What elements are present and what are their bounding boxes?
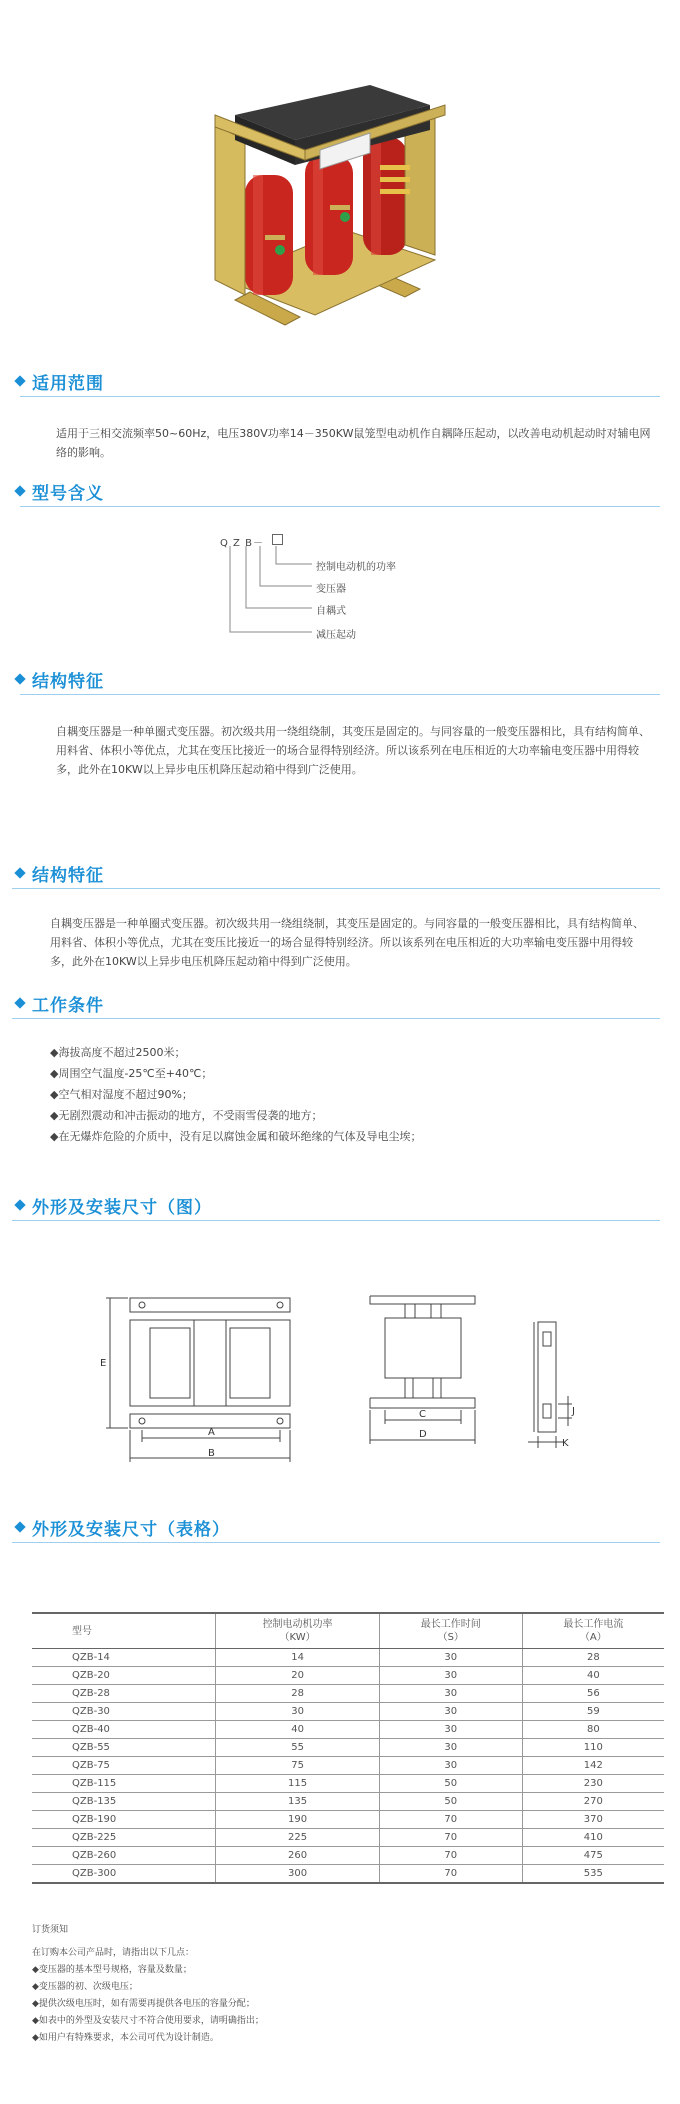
section-title-structure-2: 结构特征 [16, 862, 104, 884]
diamond-bullet-icon [14, 997, 25, 1008]
list-item: ◆在无爆炸危险的介质中，没有足以腐蚀金属和破坏绝缘的气体及导电尘埃； [50, 1130, 422, 1143]
table-cell: QZB-75 [32, 1757, 216, 1775]
table-cell: 28 [216, 1685, 380, 1703]
section-divider [12, 1220, 660, 1221]
table-row [32, 1829, 664, 1847]
table-cell: QZB-40 [32, 1721, 216, 1739]
list-item: ◆周围空气温度-25℃至+40℃； [50, 1067, 213, 1080]
dim-label-a: A [208, 1427, 215, 1438]
table-cell: QZB-28 [32, 1685, 216, 1703]
table-cell: 56 [522, 1685, 664, 1703]
diamond-bullet-icon [14, 1199, 25, 1210]
table-cell: QZB-135 [32, 1793, 216, 1811]
conditions-list [50, 1042, 650, 1147]
table-cell: 535 [522, 1865, 664, 1884]
table-cell: 142 [522, 1757, 664, 1775]
section-divider [12, 1018, 660, 1019]
model-code-box [272, 534, 283, 545]
table-cell: 30 [379, 1703, 522, 1721]
section-divider [20, 396, 660, 397]
table-cell: 70 [379, 1847, 522, 1865]
table-cell: 115 [216, 1775, 380, 1793]
model-item-auto: 自耦式 [316, 606, 346, 617]
table-cell: QZB-115 [32, 1775, 216, 1793]
table-cell: QZB-190 [32, 1811, 216, 1829]
side-view-drawing [365, 1290, 480, 1470]
table-row [32, 1703, 664, 1721]
table-cell: 300 [216, 1865, 380, 1884]
table-cell: 30 [379, 1739, 522, 1757]
order-notes [32, 1922, 264, 2047]
header-model: 型号 [32, 1613, 216, 1649]
table-cell: 370 [522, 1811, 664, 1829]
table-cell: 225 [216, 1829, 380, 1847]
table-cell: 40 [216, 1721, 380, 1739]
diamond-bullet-icon [14, 485, 25, 496]
table-cell: 20 [216, 1667, 380, 1685]
table-cell: 28 [522, 1649, 664, 1667]
diamond-bullet-icon [14, 375, 25, 386]
table-cell: 70 [379, 1811, 522, 1829]
table-row [32, 1757, 664, 1775]
section-title-drawing: 外形及安装尺寸（图） [16, 1194, 212, 1216]
dim-label-d: D [419, 1429, 427, 1440]
table-row [32, 1685, 664, 1703]
table-row [32, 1811, 664, 1829]
table-cell: 110 [522, 1739, 664, 1757]
table-cell: 80 [522, 1721, 664, 1739]
table-row [32, 1667, 664, 1685]
list-item: ◆空气相对湿度不超过90%； [50, 1088, 193, 1101]
table-cell: 40 [522, 1667, 664, 1685]
table-cell: 230 [522, 1775, 664, 1793]
table-row [32, 1793, 664, 1811]
table-cell: 30 [216, 1703, 380, 1721]
section-title-scope: 适用范围 [16, 370, 104, 392]
table-row [32, 1865, 664, 1884]
table-cell: 260 [216, 1847, 380, 1865]
structure-text: 自耦变压器是一种单圈式变压器。初次级共用一绕组绕制，其变压是固定的。与同容量的一般变压器相比，具有结构简单、用料省、体积小等优点，尤其在变压比接近一的场合显得特别经济。所以该系列在电压相近的大功率输电变压器中用得较多，此外在10KW以上异步电压机降压起动箱中得到广泛使用。 [56, 725, 650, 776]
table-cell: 50 [379, 1793, 522, 1811]
table-cell: 50 [379, 1775, 522, 1793]
table-cell: 410 [522, 1829, 664, 1847]
table-row [32, 1847, 664, 1865]
table-cell: 30 [379, 1757, 522, 1775]
table-row [32, 1775, 664, 1793]
diamond-bullet-icon [14, 673, 25, 684]
section-divider [20, 506, 660, 507]
section-divider [20, 694, 660, 695]
order-line: ◆提供次级电压时，如有需要再提供各电压的容量分配； [32, 1999, 255, 2009]
section-title-structure: 结构特征 [16, 668, 104, 690]
table-cell: 70 [379, 1829, 522, 1847]
spec-table [32, 1612, 664, 1884]
table-cell: QZB-300 [32, 1865, 216, 1884]
table-cell: QZB-225 [32, 1829, 216, 1847]
dim-label-e: E [100, 1358, 107, 1369]
dim-label-c: C [419, 1409, 426, 1420]
table-cell: 55 [216, 1739, 380, 1757]
model-bracket-lines [224, 546, 314, 638]
table-cell: 30 [379, 1649, 522, 1667]
order-line: ◆变压器的基本型号规格，容量及数量； [32, 1965, 192, 1975]
bracket-detail-drawing [524, 1318, 594, 1458]
section-title-table: 外形及安装尺寸（表格） [16, 1516, 230, 1538]
model-item-transformer: 变压器 [316, 584, 346, 595]
table-cell: QZB-260 [32, 1847, 216, 1865]
table-header-row [32, 1613, 664, 1649]
table-cell: QZB-14 [32, 1649, 216, 1667]
order-line: ◆如表中的外型及安装尺寸不符合使用要求，请明确指出； [32, 2016, 264, 2026]
model-item-power: 控制电动机的功率 [316, 562, 396, 573]
table-row [32, 1721, 664, 1739]
model-item-start: 减压起动 [316, 630, 356, 641]
table-row [32, 1649, 664, 1667]
header-power: 控制电动机功率 （KW） [216, 1613, 380, 1649]
table-cell: 270 [522, 1793, 664, 1811]
scope-text: 适用于三相交流频率50~60Hz，电压380V功率14－350KW鼠笼型电动机作自耦降压起动，以改善电动机起动时对辅电网络的影响。 [56, 427, 651, 459]
dim-label-b: B [208, 1448, 215, 1459]
order-line: ◆如用户有特殊要求，本公司可代为设计制造。 [32, 2033, 219, 2043]
header-time: 最长工作时间 （S） [379, 1613, 522, 1649]
order-line: ◆变压器的初、次级电压； [32, 1982, 138, 1992]
list-item: ◆海拔高度不超过2500米； [50, 1046, 186, 1059]
table-cell: 475 [522, 1847, 664, 1865]
list-item: ◆无剧烈震动和冲击振动的地方，不受雨雪侵袭的地方； [50, 1109, 323, 1122]
header-current: 最长工作电流 （A） [522, 1613, 664, 1649]
structure-text-2: 自耦变压器是一种单圈式变压器。初次级共用一绕组绕制，其变压是固定的。与同容量的一般变压器相比，具有结构简单、用料省、体积小等优点，尤其在变压比接近一的场合显得特别经济。所以该系列在电压相近的大功率输电变压器中用得较多，此外在10KW以上异步电压机降压起动箱中得到广泛使用。 [50, 917, 644, 968]
table-cell: 30 [379, 1667, 522, 1685]
section-divider [12, 1542, 660, 1543]
front-view-drawing [100, 1290, 325, 1470]
product-image [205, 85, 465, 335]
section-divider [12, 888, 660, 889]
table-cell: QZB-20 [32, 1667, 216, 1685]
table-cell: 70 [379, 1865, 522, 1884]
section-title-model: 型号含义 [16, 480, 104, 502]
table-cell: QZB-30 [32, 1703, 216, 1721]
table-cell: 190 [216, 1811, 380, 1829]
table-cell: 59 [522, 1703, 664, 1721]
order-line: 在订购本公司产品时，请指出以下几点： [32, 1948, 195, 1958]
section-title-conditions: 工作条件 [16, 992, 104, 1014]
table-cell: QZB-55 [32, 1739, 216, 1757]
table-cell: 135 [216, 1793, 380, 1811]
table-cell: 75 [216, 1757, 380, 1775]
diamond-bullet-icon [14, 867, 25, 878]
dim-label-j: J [572, 1406, 575, 1417]
table-row [32, 1739, 664, 1757]
table-cell: 30 [379, 1721, 522, 1739]
dim-label-k: K [562, 1438, 569, 1449]
order-title: 订货须知 [32, 1925, 69, 1935]
diamond-bullet-icon [14, 1521, 25, 1532]
table-cell: 14 [216, 1649, 380, 1667]
model-code: Q Z B－ [220, 538, 264, 549]
table-cell: 30 [379, 1685, 522, 1703]
